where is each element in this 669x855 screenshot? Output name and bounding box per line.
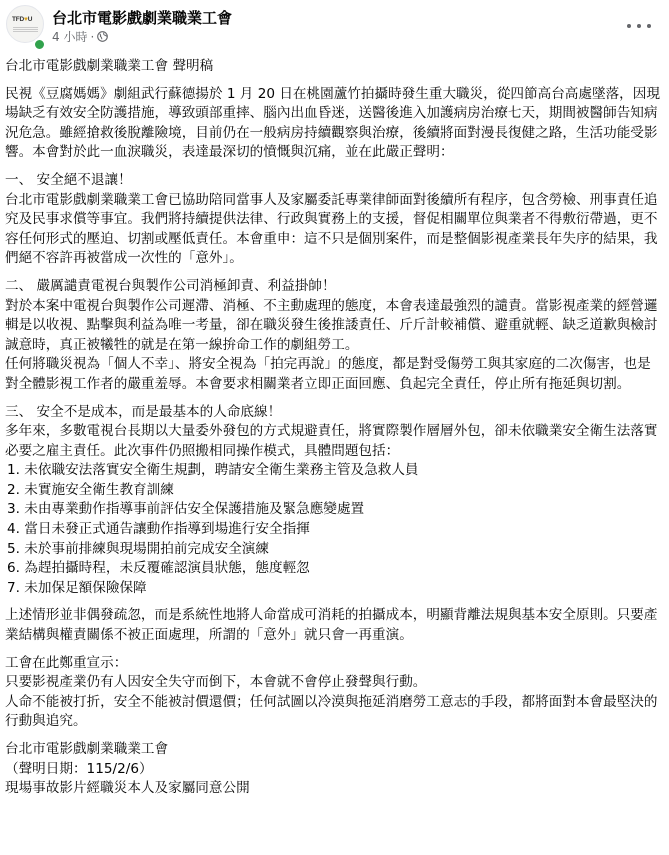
post-body <box>5 57 663 807</box>
section-3-text: 多年來，多數電視台長期以大量委外發包的方式規避責任，將實際製作層層外包，卻未依職業安全衛生法落實必要之雇主責任。此次事件仍照搬相同操作模式，具體問題包括： <box>5 423 658 459</box>
section-2-text-1: 對於本案中電視台與製作公司遲滯、消極、不主動處理的態度，本會表達最強烈的譴責。當影視產業的經營邏輯是以收視、點擊與利益為唯一考量，卻在職災發生後推諉責任、斤斤計較補償、避重就輕、缺乏道歉與檢討誠意時，真正被犧牲的就是在第一線拚命工作的劇組勞工。 <box>5 297 658 353</box>
section-3 <box>5 403 663 599</box>
list-item: 2. 未實施安全衛生教育訓練 <box>7 481 174 498</box>
signature-date: （聲明日期：115/2/6） <box>5 760 153 777</box>
section-1-heading: 一、 安全絕不退讓！ <box>5 171 132 188</box>
signature-org: 台北市電影戲劇業職業工會 <box>5 741 169 757</box>
more-options-icon-dot <box>627 24 631 28</box>
intro-paragraph: 民視《豆腐媽媽》劇組武行蘇德揚於 1 月 20 日在桃園蘆竹拍攝時發生重大職災，從四節高台高處墜落，因現場缺乏有效安全防護措施，導致頭部重摔、腦內出血昏迷，送醫後進入加護病房治療七天，期間被醫師告知病況危急。雖經搶救後脫離險境，目前仍在一般病房持續觀察與治療，後續將面對漫長復健之路，生活功能受影響。本會對於此一血淚職災，表達最深切的憤慨與沉痛，並在此嚴正聲明： <box>5 85 660 161</box>
list-item: 7. 未加保足額保險保障 <box>7 579 147 596</box>
more-options-button[interactable] <box>627 18 651 34</box>
section-1 <box>5 171 663 269</box>
signature <box>5 740 663 799</box>
list-item: 3. 未由專業動作指導事前評估安全保護措施及緊急應變處置 <box>7 501 365 518</box>
declaration-line-1: 只要影視產業仍有人因安全失守而倒下，本會就不會停止發聲與行動。 <box>5 674 427 691</box>
section-1-text: 台北市電影戲劇業職業工會已協助陪同當事人及家屬委託專業律師面對後續所有程序，包含勞檢、刑事責任追究及民事求償等事宜。我們將持續提供法律、行政與實務上的支援，督促相關單位與業者不得敷衍帶過，更不容任何形式的壓迫、切割或壓低責任。本會重申：這不只是個別案件，而是整個影視產業長年失序的結果，我們絕不容許再被當成一次性的「意外」。 <box>5 191 658 267</box>
meta-separator: · <box>90 29 95 44</box>
section-2-heading: 二、 嚴厲譴責電視台與製作公司消極卸責、利益掛帥！ <box>5 277 336 294</box>
avatar-logo: TFD♥U <box>12 16 33 23</box>
post-meta <box>52 28 108 45</box>
more-options-icon-dot <box>637 24 641 28</box>
list-item: 1. 未依職安法落實安全衛生規劃，聘請安全衛生業務主管及急救人員 <box>7 462 419 479</box>
signature-note: 現場事故影片經職災本人及家屬同意公開 <box>5 780 250 797</box>
avatar-logo-lines <box>13 27 38 33</box>
declaration-heading: 工會在此鄭重宣示： <box>5 654 128 671</box>
list-item: 6. 為趕拍攝時程，未反覆確認演員狀態，態度輕忽 <box>7 560 310 577</box>
declaration-line-2: 人命不能被打折，安全不能被討價還價；任何試圖以冷漠與拖延消磨勞工意志的手段，都將面對本會最堅決的行動與追究。 <box>5 693 658 730</box>
problem-list <box>5 461 663 598</box>
globe-icon[interactable] <box>97 31 108 42</box>
post-header <box>0 0 669 52</box>
section-2 <box>5 277 663 395</box>
conclusion-paragraph: 上述情形並非偶發疏忽，而是系統性地將人命當成可消耗的拍攝成本，明顯背離法規與基本安全原則。只要產業結構與權責關係不被正面處理，所謂的「意外」就只會一再重演。 <box>5 607 658 644</box>
section-3-heading: 三、 安全不是成本，而是最基本的人命底線！ <box>5 403 282 420</box>
more-options-icon-dot <box>647 24 651 28</box>
list-item: 4. 當日未發正式通告讓動作指導到場進行安全指揮 <box>7 521 310 538</box>
declaration <box>5 654 663 732</box>
page-name-link[interactable]: 台北市電影戲劇業職業工會 <box>52 9 233 27</box>
list-item: 5. 未於事前排練與現場開拍前完成安全演練 <box>7 540 269 557</box>
statement-title: 台北市電影戲劇業職業工會 聲明稿 <box>5 58 214 74</box>
post-timestamp[interactable]: 4 小時 <box>52 30 88 44</box>
online-status-dot <box>33 38 46 51</box>
section-2-text-2: 任何將職災視為「個人不幸」、將安全視為「拍完再說」的態度，都是對受傷勞工與其家庭的二次傷害，也是對全體影視工作者的嚴重羞辱。本會要求相關業者立即正面回應、負起完全責任，停止所有拖延與切割。 <box>5 356 651 392</box>
